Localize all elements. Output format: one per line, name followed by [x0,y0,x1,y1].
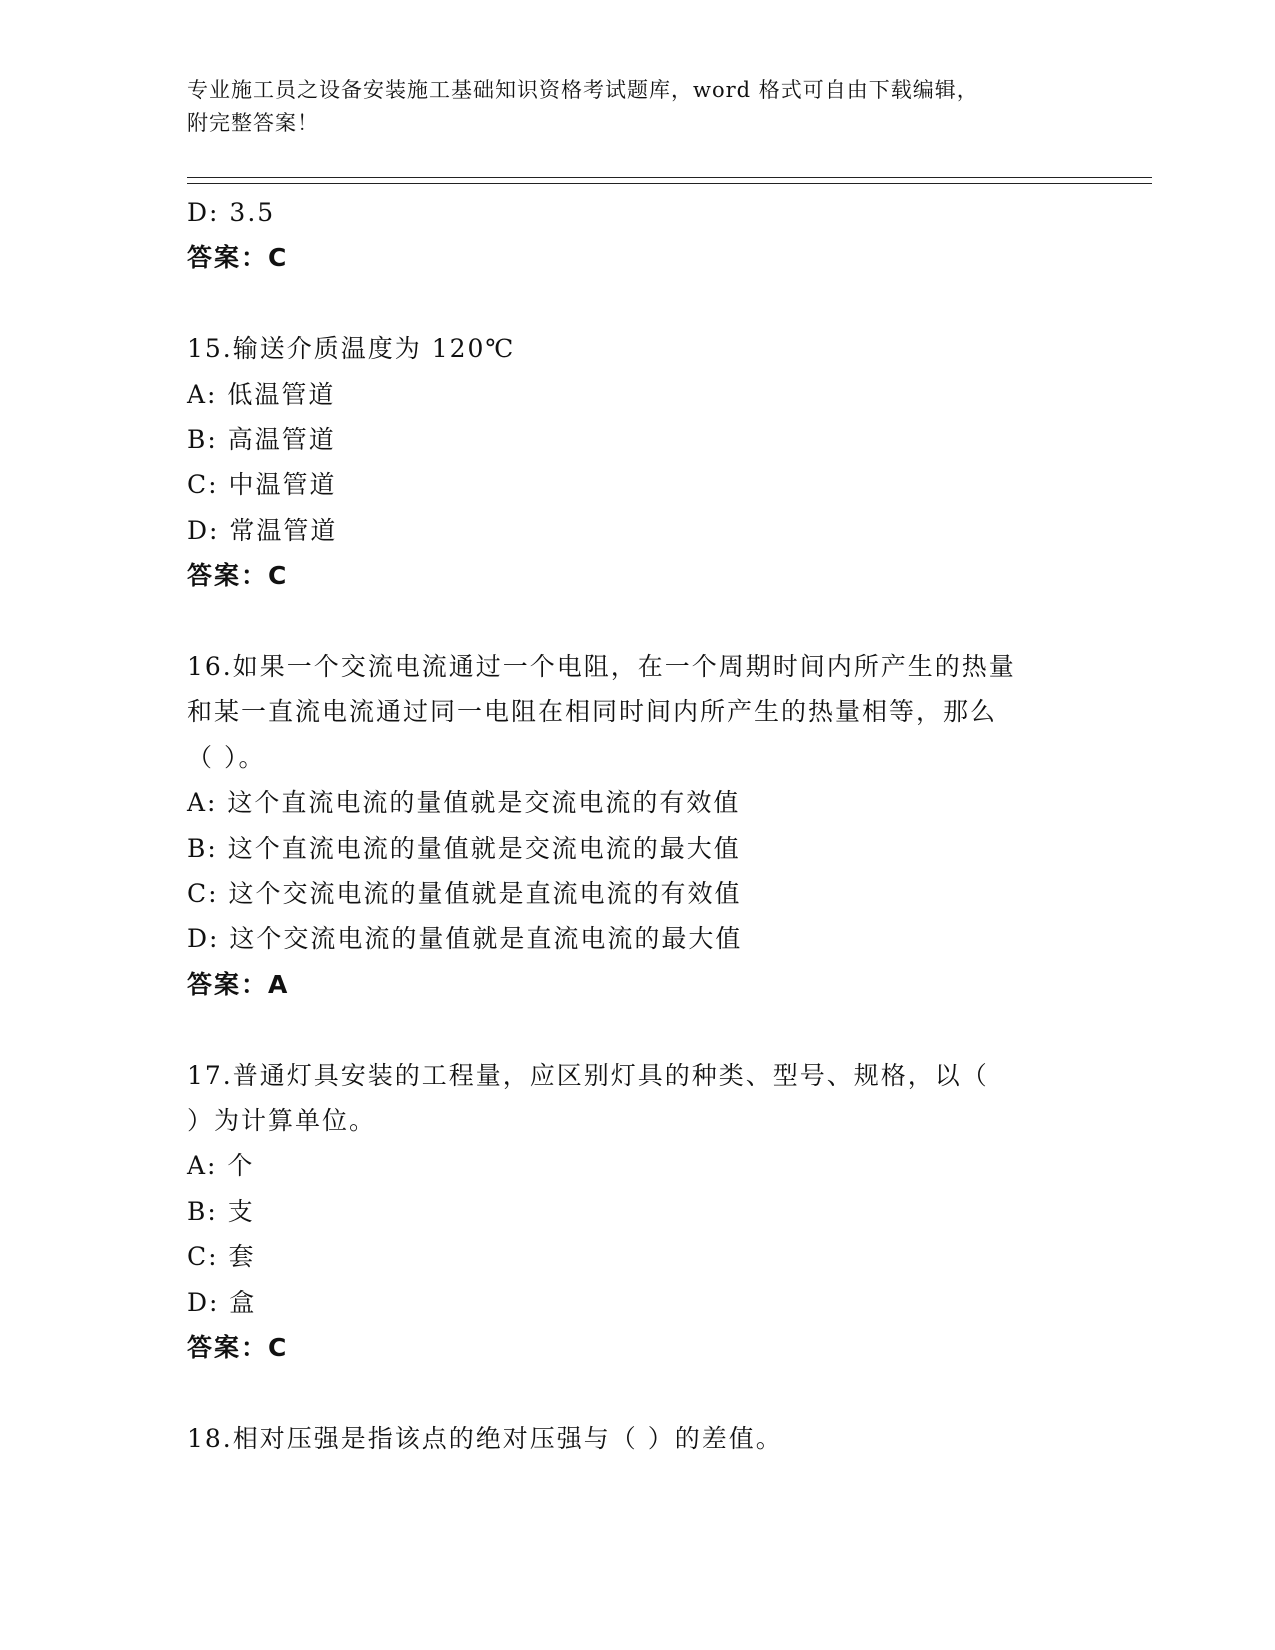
header-double-rule [187,177,1152,184]
q17-option-b: B: 支 [187,1196,255,1226]
q16-option-b: B: 这个直流电流的量值就是交流电流的最大值 [187,833,741,863]
q16-option-d: D: 这个交流电流的量值就是直流电流的最大值 [187,924,743,954]
q17-option-a: A: 个 [187,1151,255,1181]
page-header [187,74,1087,140]
q15-option-a: A: 低温管道 [187,379,336,409]
spacer [187,1007,1087,1052]
header-line-1: 专业施工员之设备安装施工基础知识资格考试题库，word 格式可自由下载编辑， [187,78,979,102]
q17-stem-line-1: 17.普通灯具安装的工程量，应区别灯具的种类、型号、规格，以（ [187,1060,989,1090]
spacer [187,281,1087,326]
q15-answer: 答案：C [187,561,289,591]
q17-option-c: C: 套 [187,1242,256,1272]
q17-answer: 答案：C [187,1333,289,1363]
question-content [187,190,1087,1461]
prev-answer: 答案：C [187,243,289,273]
q16-stem-line-1: 16.如果一个交流电流通过一个电阻，在一个周期时间内所产生的热量 [187,652,1016,682]
q17-option-d: D: 盒 [187,1287,257,1317]
q15-option-b: B: 高温管道 [187,425,336,455]
q17-stem-line-2: ）为计算单位。 [187,1106,377,1136]
q18-stem: 18.相对压强是指该点的绝对压强与（ ）的差值。 [187,1423,783,1453]
q16-answer: 答案：A [187,969,290,999]
q15-option-d: D: 常温管道 [187,515,338,545]
spacer [187,1371,1087,1416]
spacer [187,599,1087,644]
q16-stem-line-2: 和某一直流电流通过同一电阻在相同时间内所产生的热量相等，那么 [187,697,998,727]
q16-option-c: C: 这个交流电流的量值就是直流电流的有效值 [187,879,742,909]
q16-option-a: A: 这个直流电流的量值就是交流电流的有效值 [187,788,741,818]
q15-option-c: C: 中温管道 [187,470,337,500]
q15-stem: 15.输送介质温度为 120℃ [187,334,516,364]
header-line-2: 附完整答案！ [187,111,319,135]
q16-stem-line-3: （ ）。 [187,742,266,772]
prev-option-d: D: 3.5 [187,198,276,227]
